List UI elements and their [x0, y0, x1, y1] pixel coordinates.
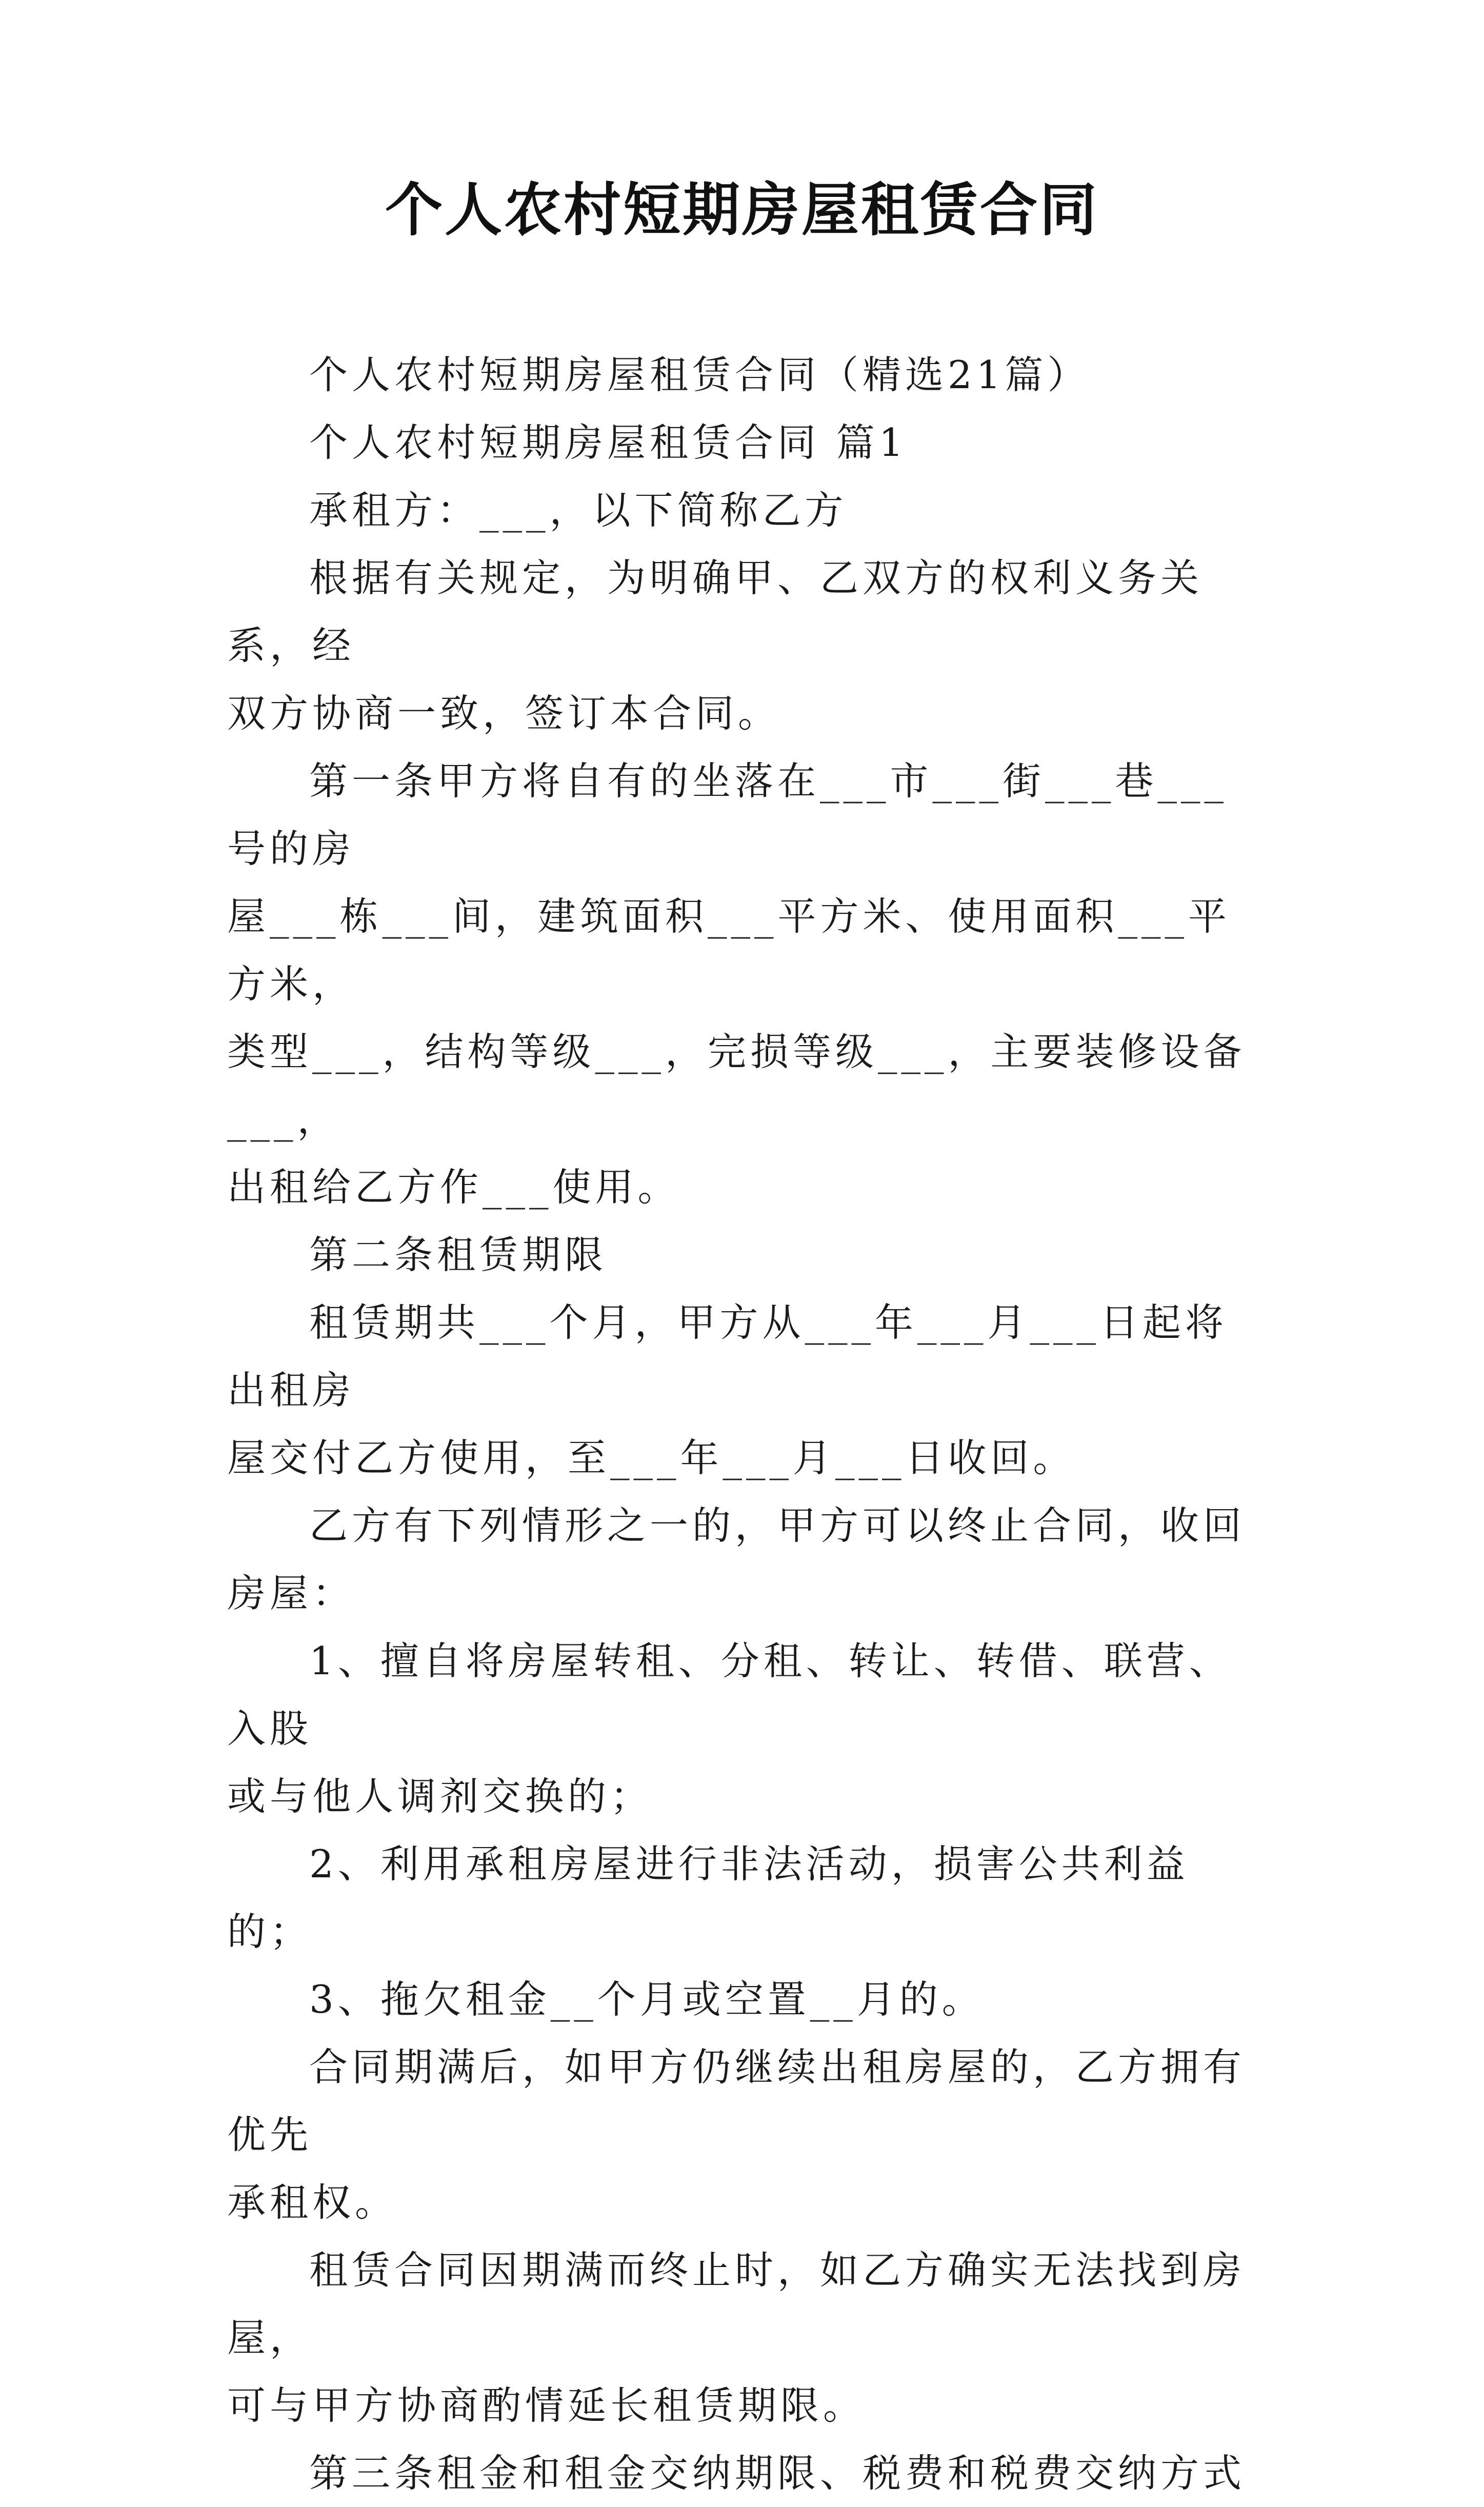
paragraph-line: 出租给乙方作___使用。: [227, 1165, 680, 1210]
paragraph: [227, 1221, 1268, 1289]
paragraph: [227, 1289, 1268, 1492]
paragraph-line: 屋交付乙方使用，至___年___月___日收回。: [227, 1435, 1076, 1480]
paragraph: [227, 1627, 1268, 1830]
paragraph-line: 屋___栋___间，建筑面积___平方米、使用面积___平方米，: [227, 894, 1231, 1007]
paragraph: [227, 544, 1268, 747]
paragraph: [227, 2236, 1268, 2439]
paragraph-line: 双方协商一致，签订本合同。: [227, 691, 781, 736]
paragraph-line: 3、拖欠租金__个月或空置__月的。: [309, 1977, 985, 2022]
paragraph-line: 租赁合同因期满而终止时，如乙方确实无法找到房屋，: [227, 2248, 1246, 2360]
paragraph-line: 或与他人调剂交换的；: [227, 1774, 653, 1819]
paragraph-line: 租赁期共___个月，甲方从___年___月___日起将出租房: [227, 1300, 1228, 1413]
paragraph: [227, 1966, 1268, 2033]
paragraph-line: 第三条租金和租金交纳期限、税费和税费交纳方式: [309, 2451, 1246, 2496]
paragraph: [227, 341, 1268, 409]
document-body: [227, 341, 1268, 2507]
paragraph-line: 1、擅自将房屋转租、分租、转让、转借、联营、入股: [227, 1638, 1232, 1751]
paragraph-line: 乙方有下列情形之一的，甲方可以终止合同，收回房屋：: [227, 1503, 1246, 1616]
paragraph-line: 类型___，结构等级___，完损等级___，主要装修设备___，: [227, 1029, 1246, 1142]
paragraph: [227, 2439, 1268, 2507]
paragraph-line: 承租权。: [227, 2180, 398, 2225]
paragraph-line: 承租方：___，以下简称乙方: [309, 488, 848, 533]
paragraph-line: 可与甲方协商酌情延长租赁期限。: [227, 2383, 866, 2428]
paragraph-line: 个人农村短期房屋租赁合同（精选21篇）: [309, 352, 1090, 397]
paragraph-line: 第一条甲方将自有的坐落在___市___街___巷___号的房: [227, 758, 1228, 871]
paragraph: [227, 409, 1268, 476]
paragraph-line: 个人农村短期房屋租赁合同 篇1: [309, 420, 908, 465]
document-title: 个人农村短期房屋租赁合同: [385, 176, 1099, 244]
paragraph: [227, 1492, 1268, 1627]
paragraph-line: 根据有关规定，为明确甲、乙双方的权利义务关系，经: [227, 555, 1204, 668]
paragraph-line: 2、利用承租房屋进行非法活动，损害公共利益的；: [227, 1841, 1189, 1954]
paragraph-line: 第二条租赁期限: [309, 1232, 608, 1277]
paragraph: [227, 747, 1268, 1221]
paragraph: [227, 476, 1268, 544]
paragraph: [227, 2033, 1268, 2236]
paragraph-line: 合同期满后，如甲方仍继续出租房屋的，乙方拥有优先: [227, 2044, 1246, 2157]
paragraph: [227, 1830, 1268, 1966]
